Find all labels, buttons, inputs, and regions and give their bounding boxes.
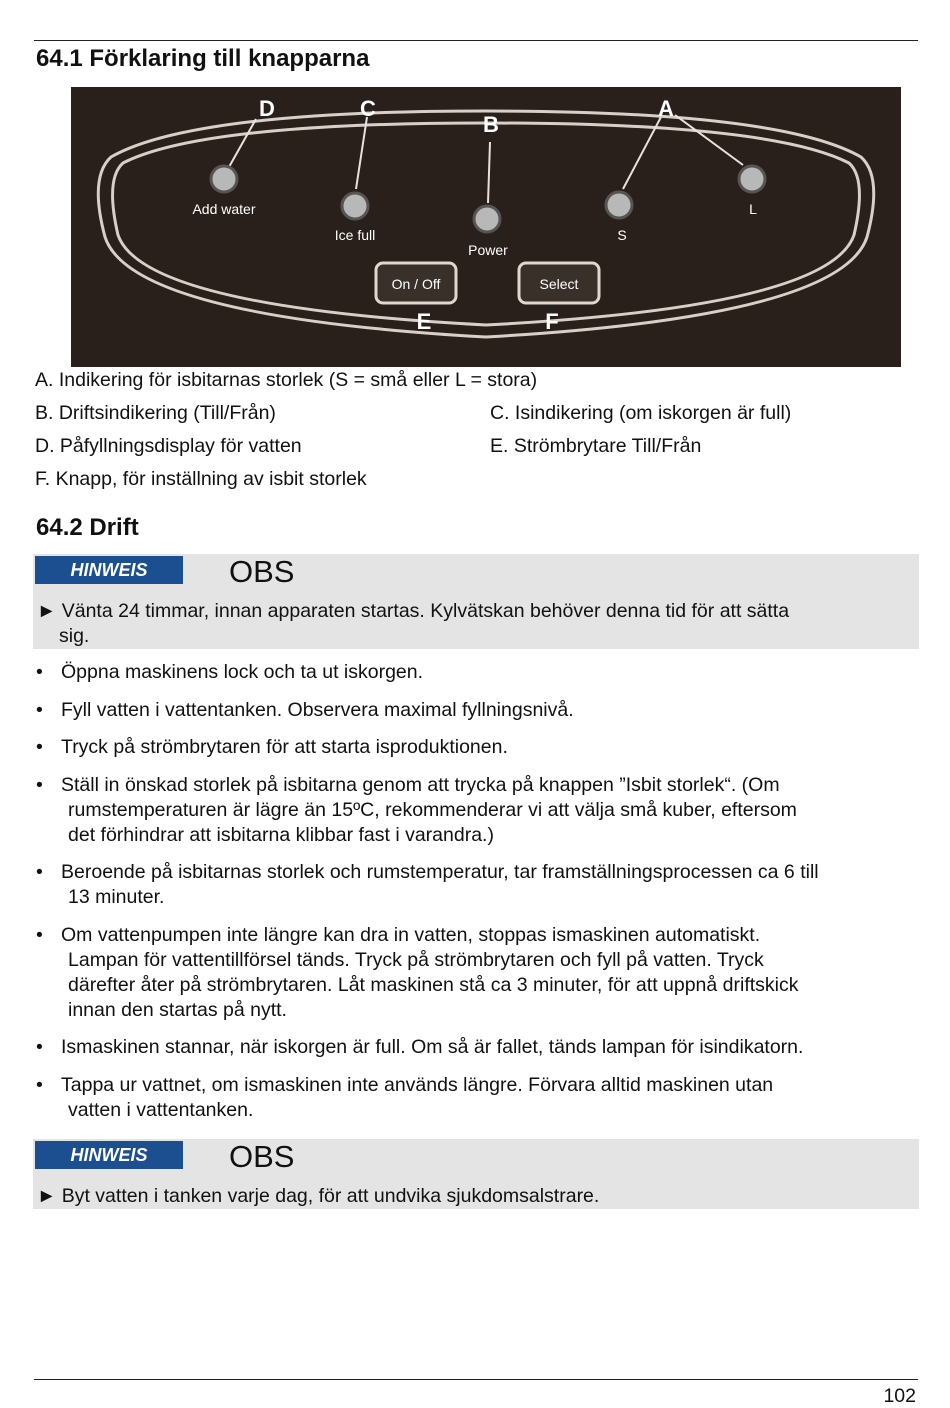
control-panel-image: [71, 87, 901, 367]
label-letter-b: B: [483, 112, 499, 137]
list-line: därefter åter på strömbrytaren. Låt maskinen stå ca 3 minuter, för att uppnå driftskick: [68, 973, 799, 996]
section-heading-2: 64.2 Drift: [36, 514, 139, 541]
list-item: [36, 1073, 918, 1123]
label-letter-a: A: [658, 96, 674, 121]
list-line: • Ställ in önskad storlek på isbitarna genom att trycka på knappen ”Isbit storlek“. (Om: [61, 773, 780, 796]
notice-text: [37, 1184, 907, 1209]
list-line: rumstemperaturen är lägre än 15ºC, rekommenderar vi att välja små kuber, eftersom: [68, 798, 797, 821]
list-item: [36, 660, 918, 685]
legend-c: C. Isindikering (om iskorgen är full): [490, 402, 792, 424]
notice-title: OBS: [229, 554, 295, 589]
list-line: Lampan för vattentillförsel tänds. Tryck på strömbrytaren och fyll på vatten. Tryck: [68, 948, 764, 971]
notice-box-2: [33, 1139, 919, 1209]
list-line: • Öppna maskinens lock och ta ut iskorgen.: [61, 661, 424, 683]
bottom-rule: [34, 1379, 918, 1380]
notice-box-1: [33, 554, 919, 649]
label-letter-d: D: [259, 96, 275, 121]
list-line: • Tryck på strömbrytaren för att starta isproduktionen.: [61, 736, 508, 758]
legend-e: E. Strömbrytare Till/Från: [490, 435, 702, 457]
indicator-label-s: S: [617, 227, 627, 243]
list-line: • Beroende på isbitarnas storlek och rumstemperatur, tar framställningsprocessen ca 6 till: [61, 861, 819, 883]
legend-d: D. Påfyllningsdisplay för vatten: [35, 435, 302, 457]
notice-line: sig.: [59, 625, 90, 647]
list-line: vatten i vattentanken.: [68, 1098, 254, 1121]
list-line: innan den startas på nytt.: [68, 998, 287, 1021]
instruction-list: [36, 660, 918, 1135]
page-number: 102: [883, 1385, 916, 1407]
notice-line: ► Byt vatten i tanken varje dag, för att undvika sjukdomsalstrare.: [37, 1185, 600, 1207]
list-item: [36, 860, 918, 910]
list-line: • Om vattenpumpen inte längre kan dra in vatten, stoppas ismaskinen automatiskt.: [61, 923, 761, 946]
list-line: 13 minuter.: [68, 886, 165, 908]
section-heading-1: 64.1 Förklaring till knapparna: [36, 45, 370, 72]
list-line: • Tappa ur vattnet, om ismaskinen inte används längre. Förvara alltid maskinen utan: [61, 1073, 774, 1096]
indicator-label-power: Power: [468, 242, 508, 258]
legend-a: A. Indikering för isbitarnas storlek (S = små eller L = stora): [35, 369, 538, 391]
list-item: [36, 773, 918, 848]
indicator-label-add-water: Add water: [192, 201, 256, 217]
notice-title: OBS: [229, 1139, 295, 1174]
list-line: • Ismaskinen stannar, när iskorgen är full. Om så är fallet, tänds lampan för isindikatorn.: [61, 1036, 804, 1058]
list-item: [36, 735, 918, 760]
top-rule: [34, 40, 918, 41]
list-item: [36, 923, 918, 1023]
list-line: • Fyll vatten i vattentanken. Observera maximal fyllningsnivå.: [61, 698, 574, 721]
list-item: [36, 698, 918, 723]
list-line: det förhindrar att isbitarna klibbar fast i varandra.): [68, 823, 494, 846]
notice-badge: HINWEIS: [35, 556, 183, 584]
button-label-on-off: On / Off: [391, 276, 441, 292]
label-letter-c: C: [360, 96, 376, 121]
list-item: [36, 1035, 918, 1060]
legend-b: B. Driftsindikering (Till/Från): [35, 402, 276, 424]
notice-text: [37, 599, 907, 649]
button-label-select: Select: [539, 276, 579, 292]
notice-line: ► Vänta 24 timmar, innan apparaten startas. Kylvätskan behöver denna tid för att sätta: [37, 600, 790, 622]
notice-badge: HINWEIS: [35, 1141, 183, 1169]
indicator-label-ice-full: Ice full: [334, 227, 376, 243]
label-letter-f: F: [545, 309, 559, 334]
label-letter-e: E: [416, 309, 432, 334]
legend-f: F. Knapp, för inställning av isbit storlek: [35, 468, 367, 490]
indicator-label-l: L: [749, 201, 757, 217]
